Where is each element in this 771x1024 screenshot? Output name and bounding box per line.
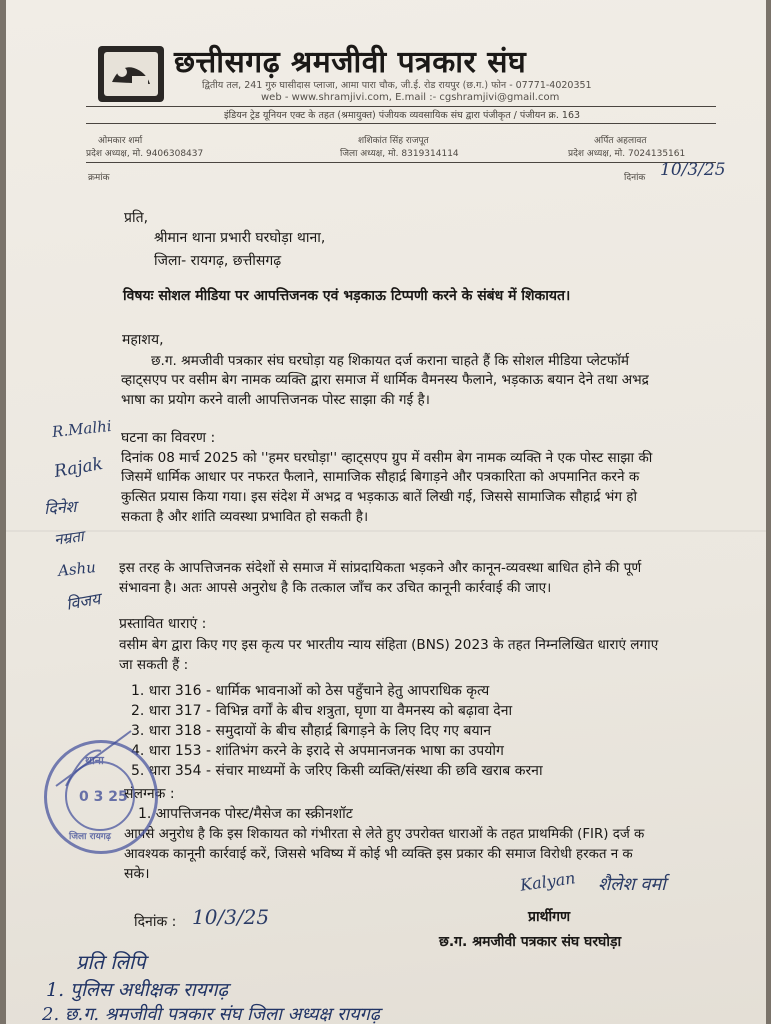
- officer-3-name: अर्पित अहलावत: [594, 136, 647, 146]
- letterhead-rule-top: [86, 106, 716, 107]
- subject-line: विषयः सोशल मीडिया पर आपत्तिजनक एवं भड़काऊ टिप्पणी करने के संबंध में शिकायत।: [123, 288, 571, 304]
- margin-signature-3: दिनेश: [43, 496, 78, 519]
- organization-web-email: web - www.shramjivi.com, E.mail :- cgshramjivi@gmail.com: [261, 92, 560, 103]
- paragraph-4-line-1: आपसे अनुरोध है कि इस शिकायत को गंभीरता से लेते हुए उपरोक्त धाराओं के तहत प्राथमिकी (FIR) दर्ज क: [124, 827, 645, 842]
- margin-signature-4: नम्रता: [52, 527, 85, 549]
- addressee-line-2: जिला- रायगढ़, छत्तीसगढ़: [154, 253, 282, 269]
- stamp-text-bottom: जिला रायगढ़: [69, 832, 111, 842]
- enclosure-heading: संलग्नक :: [124, 786, 175, 802]
- officer-2-role: जिला अध्यक्ष, मो. 8319314114: [340, 149, 459, 159]
- officer-3-role: प्रदेश अध्यक्ष, मो. 7024135161: [568, 149, 686, 159]
- margin-signature-5: Ashu: [57, 558, 97, 580]
- paragraph-1-line-1: छ.ग. श्रमजीवी पत्रकार संघ घरघोड़ा यह शिकायत दर्ज कराना चाहते हैं कि सोशल मीडिया प्लेटफॉर्म: [151, 353, 629, 369]
- organization-title: छत्तीसगढ़ श्रमजीवी पत्रकार संघ: [174, 45, 527, 80]
- section-item-316: 1. धारा 316 - धार्मिक भावनाओं को ठेस पहुँचाने हेतु आपराधिक कृत्य: [131, 683, 490, 699]
- officer-1-name: ओमकार शर्मा: [98, 136, 143, 146]
- salutation: महाशय,: [122, 332, 164, 348]
- sections-intro-line-1: वसीम बेग द्वारा किए गए इस कृत्य पर भारतीय न्याय संहिता (BNS) 2023 के तहत निम्नलिखित धाराएं लगाए: [119, 637, 659, 653]
- paragraph-1-line-3: भाषा का प्रयोग करने वाली आपत्तिजनक पोस्ट साझा की गई है।: [121, 392, 430, 408]
- officer-2-name: शशिकांत सिंह राजपूत: [358, 136, 429, 146]
- officer-1-role: प्रदेश अध्यक्ष, मो. 9406308437: [86, 149, 204, 159]
- section-item-153: 4. धारा 153 - शांतिभंग करने के इरादे से अपमानजनक भाषा का उपयोग: [131, 743, 504, 759]
- signature-2: शैलेश वर्मा: [598, 874, 666, 895]
- paragraph-4-line-2: आवश्यक कानूनी कार्रवाई करें, जिससे भविष्य में कोई भी व्यक्ति इस प्रकार की समाज विरोधी हरकत न क: [124, 847, 633, 862]
- closing-date-handwritten: 10/3/25: [192, 905, 270, 929]
- letterhead-rule-bottom: [86, 162, 716, 163]
- paragraph-2-line-4: सकता है और शांति व्यवस्था प्रभावित हो सकती है।: [121, 509, 369, 525]
- margin-signature-2: Rajak: [52, 453, 105, 483]
- margin-signature-1: R.Malhi: [51, 416, 113, 442]
- paragraph-4-line-3: सके।: [124, 866, 150, 882]
- section-item-318: 3. धारा 318 - समुदायों के बीच सौहार्द्र बिगाड़ने के लिए दिए गए बयान: [131, 723, 491, 739]
- signature-1: Kalyan: [518, 868, 577, 895]
- section-item-354: 5. धारा 354 - संचार माध्यमों के जरिए किसी व्यक्ति/संस्था की छवि खराब करना: [131, 763, 543, 779]
- copy-to-item-2: 2. छ.ग. श्रमजीवी पत्रकार संघ जिला अध्यक्ष रायगढ़: [42, 1004, 380, 1024]
- applicant-label: प्रार्थीगण: [528, 909, 571, 925]
- date-label: दिनांक: [624, 173, 646, 183]
- registration-line: इंडियन ट्रेड यूनियन एक्ट के तहत (श्रमायुक्त) पंजीयक व्यवसायिक संघ द्वारा पंजीकृत / पंजीयन क्र. 163: [224, 110, 581, 121]
- organization-logo: [98, 46, 164, 102]
- incident-heading: घटना का विवरण :: [121, 430, 216, 446]
- copy-to-item-1: 1. पुलिस अधीक्षक रायगढ़: [46, 979, 229, 1001]
- paragraph-3-line-2: संभावना है। अतः आपसे अनुरोध है कि तत्काल जाँच कर उचित कानूनी कार्रवाई की जाए।: [119, 580, 552, 596]
- stamp-text-top: थाना: [85, 754, 104, 767]
- header-date-handwritten: 10/3/25: [660, 160, 726, 180]
- paper-fold: [6, 530, 766, 532]
- stamp-pen-stroke-icon: [46, 726, 136, 796]
- logo-emblem-icon: [98, 46, 164, 102]
- paragraph-1-line-2: व्हाट्सएप पर वसीम बेग नामक व्यक्ति द्वारा समाज में धार्मिक वैमनस्य फैलाने, भड़काऊ बयान देने तथा अभद्र: [121, 372, 649, 388]
- margin-signature-6: विजय: [64, 589, 102, 614]
- organization-address: द्वितीय तल, 241 गुरु घासीदास प्लाजा, आमा पारा चौक, जी.ई. रोड रायपुर (छ.ग.) फोन - 07771-4020351: [202, 80, 592, 91]
- paragraph-3-line-1: इस तरह के आपत्तिजनक संदेशों से समाज में सांप्रदायिकता भड़कने और कानून-व्यवस्था बाधित होने की पूर्ण: [119, 560, 642, 576]
- paragraph-2-line-1: दिनांक 08 मार्च 2025 को ''हमर घरघोड़ा'' व्हाट्सएप ग्रुप में वसीम बेग नामक व्यक्ति ने एक पोस्ट साझा की: [121, 450, 653, 466]
- enclosure-item: 1. आपत्तिजनक पोस्ट/मैसेज का स्क्रीनशॉट: [138, 806, 353, 822]
- letterhead-rule-middle: [86, 123, 716, 124]
- closing-date-label: दिनांक :: [134, 914, 177, 930]
- section-item-317: 2. धारा 317 - विभिन्न वर्गों के बीच शत्रुता, घृणा या वैमनस्य को बढ़ावा देना: [131, 703, 513, 719]
- to-label: प्रति,: [124, 210, 149, 226]
- copy-to-heading: प्रति लिपि: [76, 950, 146, 974]
- letter-page: [6, 0, 766, 1024]
- addressee-line-1: श्रीमान थाना प्रभारी घरघोड़ा थाना,: [154, 230, 326, 246]
- applicant-organization: छ.ग. श्रमजीवी पत्रकार संघ घरघोड़ा: [439, 934, 622, 950]
- paragraph-2-line-3: कुत्सित प्रयास किया गया। इस संदेश में अभद्र व भड़काऊ बातें लिखी गई, जिससे सामाजिक सौहार्द्र भंग हो: [121, 489, 638, 505]
- paragraph-2-line-2: जिसमें धार्मिक आधार पर नफरत फैलाने, सामाजिक सौहार्द्र बिगाड़ने और पत्रकारिता को अपमानित करने क: [121, 469, 640, 485]
- reference-label: क्रमांक: [88, 173, 110, 183]
- sections-heading: प्रस्तावित धाराएं :: [119, 616, 207, 632]
- stamp-text-date: 0 3 25: [79, 789, 128, 805]
- sections-intro-line-2: जा सकती हैं :: [119, 657, 189, 673]
